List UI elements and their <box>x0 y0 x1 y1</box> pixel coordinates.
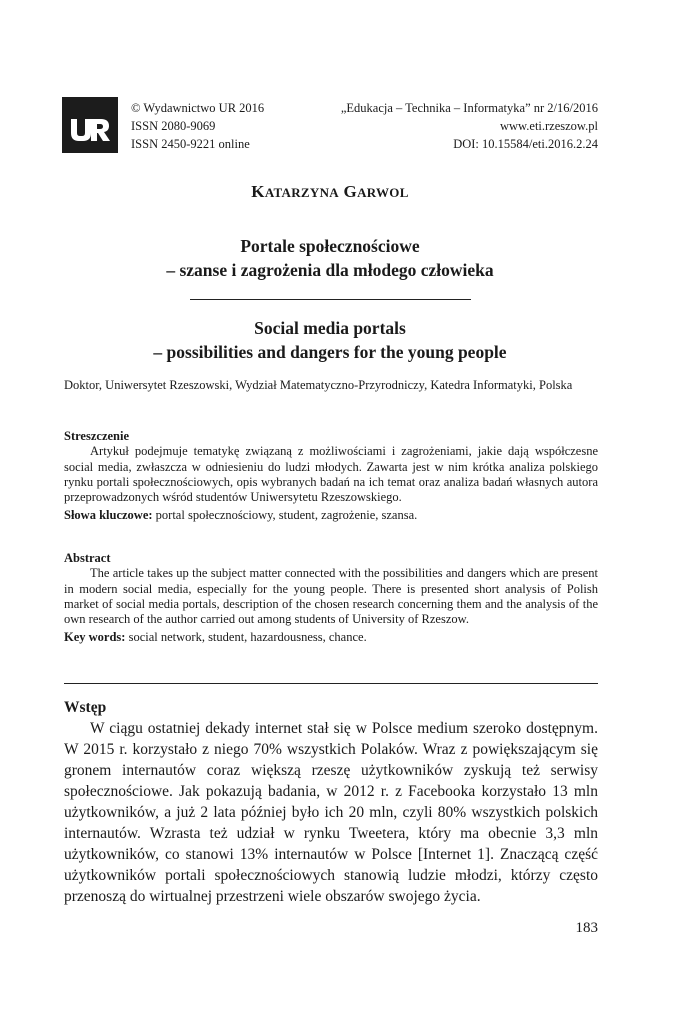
abstract-polish <box>64 429 598 524</box>
abstract-heading: Streszczenie <box>64 429 130 443</box>
journal-website: www.eti.rzeszow.pl <box>500 119 598 133</box>
header-publisher-info <box>131 99 264 153</box>
ur-logo-icon <box>62 97 118 153</box>
abstract-heading: Abstract <box>64 551 111 565</box>
journal-name: „Edukacja – Technika – Informatyka” nr 2/16/2016 <box>340 101 598 115</box>
publisher-logo <box>62 97 118 153</box>
section-heading: Wstęp <box>64 699 107 716</box>
keywords: Key words: social network, student, hazardousness, chance. <box>64 630 367 645</box>
title-polish: Portale społecznościowe – szanse i zagrożenia dla młodego człowieka <box>166 236 494 280</box>
introduction-section <box>64 697 598 907</box>
body-paragraph: W ciągu ostatniej dekady internet stał się w Polsce medium szeroko dostępnym. W 2015 r. korzystało z niego 70% wszystkich Polaków. Wraz z powiększającym się gronem internautów coraz większą rzeszę użytkowników zyskują też serwisy społecznościowe. Jak pokazują badania, w 2012 r. z Facebooka korzystało 13 mln użytkowników, a już 2 lata później było ich 20 mln, czyli 80% wszystkich polskich internautów. Wzrasta też udział w rynku Tweetera, który ma obecnie 3,3 mln użytkowników, co stanowi 13% internautów w Polsce [Internet 1]. Znaczącą część użytkowników portali społecznościowych stanowią ludzie młodzi, którzy często przenoszą do wirtualnej przestrzeni wiele obszarów swojego życia. <box>64 720 598 905</box>
title-english: Social media portals – possibilities and dangers for the young people <box>153 318 507 362</box>
abstract-text: Artykuł podejmuje tematykę związaną z możliwościami i zagrożeniami, jakie dają współczesne social media, zwłaszcza w odniesieniu do ludzi młodych. Zawarta jest w nim krótka analiza polskiego rynku portali społecznościowych, opis wybranych badań na ich temat oraz analiza badań własnych autora przeprowadzonych wśród studentów Uniwersytetu Rzeszowskiego. <box>64 444 598 505</box>
copyright-line: © Wydawnictwo UR 2016 <box>131 101 265 115</box>
title-divider <box>190 299 471 300</box>
page-number: 183 <box>575 920 598 936</box>
affiliation: Doktor, Uniwersytet Rzeszowski, Wydział Matematyczno-Przyrodniczy, Katedra Informatyki, Polska <box>64 378 573 392</box>
section-divider <box>64 683 598 684</box>
abstract-text: The article takes up the subject matter connected with the possibilities and dangers which are present in modern social media, especially for the young people. There is presented short analysis of Polish market of social media portals, description of the chosen research concerning them and the analysis of the own research of the author carried out among students of University of Rzeszow. <box>64 566 598 627</box>
doi-line: DOI: 10.15584/eti.2016.2.24 <box>453 137 598 151</box>
issn-line: ISSN 2080-9069 <box>131 119 216 133</box>
issn-online-line: ISSN 2450-9221 online <box>131 137 250 151</box>
keywords: Słowa kluczowe: portal społecznościowy, student, zagrożenie, szansa. <box>64 508 418 523</box>
abstract-english <box>64 551 598 646</box>
author-name: KATARZYNA GARWOL <box>251 182 409 201</box>
header-journal-info <box>341 99 598 153</box>
